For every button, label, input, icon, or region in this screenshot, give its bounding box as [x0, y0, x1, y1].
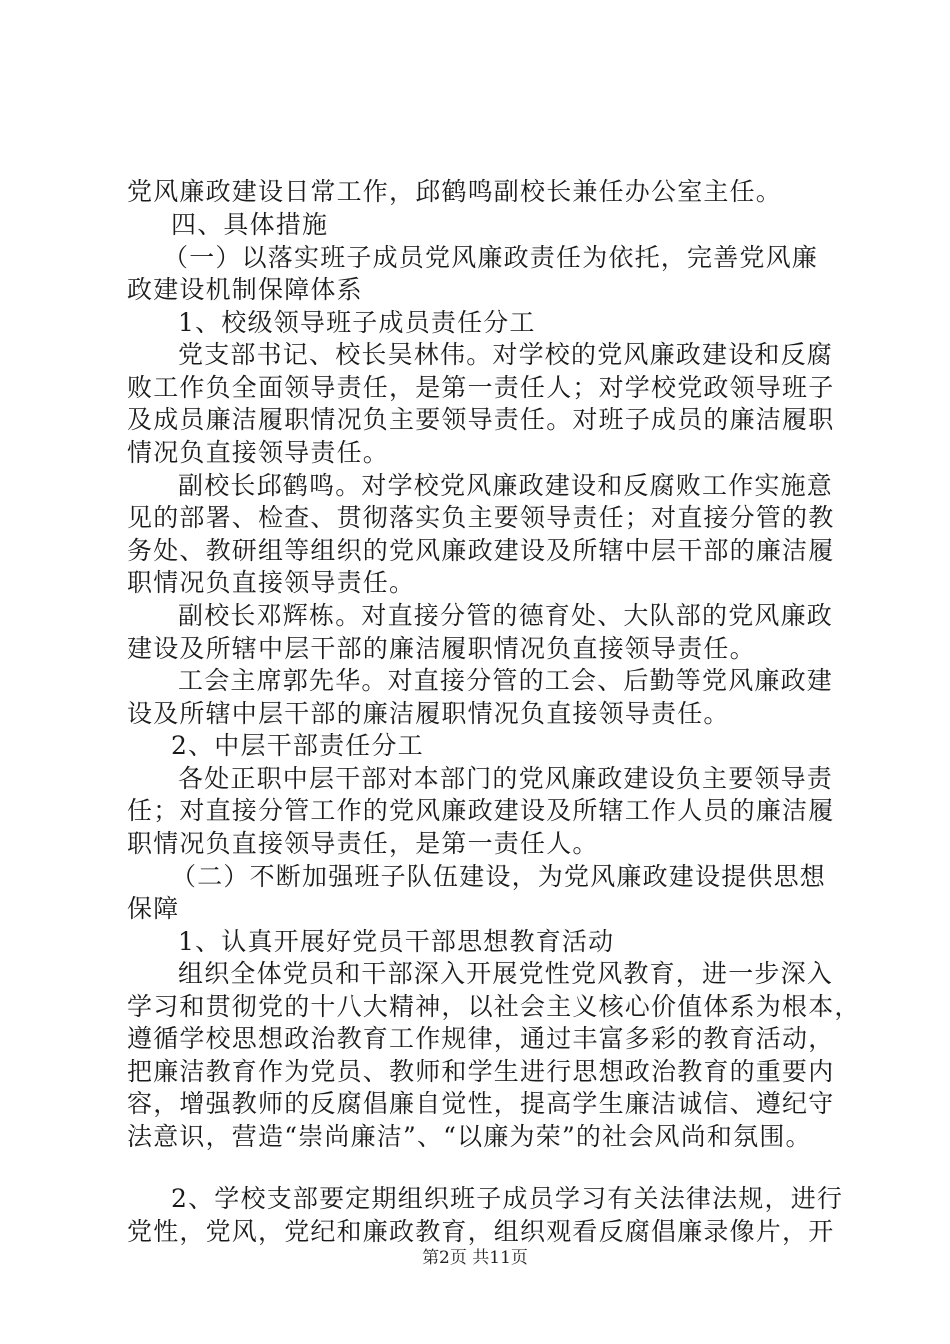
paragraph-line: 务处、教研组等组织的党风廉政建设及所辖中层干部的廉洁履 — [127, 536, 835, 565]
subsection-heading: （一）以落实班子成员党风廉政责任为依托，完善党风廉 — [163, 243, 819, 272]
paragraph-line: 副校长邱鹤鸣。对学校党风廉政建设和反腐败工作实施意 — [178, 471, 834, 500]
page-number-footer: 第2页 共11页 — [422, 1248, 528, 1268]
paragraph-line: 建设及所辖中层干部的廉洁履职情况负直接领导责任。 — [127, 634, 756, 663]
paragraph-line: 副校长邓辉栋。对直接分管的德育处、大队部的党风廉政 — [178, 601, 834, 630]
item-heading: 1、认真开展好党员干部思想教育活动 — [178, 927, 615, 956]
paragraph-line: 遵循学校思想政治教育工作规律，通过丰富多彩的教育活动， — [127, 1024, 835, 1053]
paragraph-line: 各处正职中层干部对本部门的党风廉政建设负主要领导责 — [178, 764, 834, 793]
paragraph-line: 组织全体党员和干部深入开展党性党风教育，进一步深入 — [178, 959, 834, 988]
paragraph-line: 败工作负全面领导责任，是第一责任人；对学校党政领导班子 — [127, 373, 835, 402]
subsection-heading: 政建设机制保障体系 — [127, 275, 363, 304]
paragraph-line: 职情况负直接领导责任。 — [127, 568, 416, 597]
paragraph-line: 法意识，营造“崇尚廉洁”、“以廉为荣”的社会风尚和氛围。 — [127, 1122, 812, 1151]
paragraph-line: 设及所辖中层干部的廉洁履职情况负直接领导责任。 — [127, 699, 730, 728]
paragraph-line: 任；对直接分管工作的党风廉政建设及所辖工作人员的廉洁履 — [127, 796, 835, 825]
paragraph-line: 情况负直接领导责任。 — [127, 438, 390, 467]
paragraph-line: 党支部书记、校长吴林伟。对学校的党风廉政建设和反腐 — [178, 340, 834, 369]
subsection-heading: （二）不断加强班子队伍建设，为党风廉政建设提供思想 — [171, 862, 827, 891]
item-heading: 1、校级领导班子成员责任分工 — [178, 308, 536, 337]
paragraph-line: 职情况负直接领导责任，是第一责任人。 — [127, 829, 599, 858]
subsection-heading: 保障 — [127, 894, 180, 923]
paragraph-line: 2、学校支部要定期组织班子成员学习有关法律法规，进行 — [171, 1184, 844, 1213]
item-heading: 2、中层干部责任分工 — [171, 731, 424, 760]
paragraph-line: 学习和贯彻党的十八大精神，以社会主义核心价值体系为根本， — [127, 992, 861, 1021]
paragraph-line: 工会主席郭先华。对直接分管的工会、后勤等党风廉政建 — [178, 666, 834, 695]
paragraph-line: 党性，党风，党纪和廉政教育，组织观看反腐倡廉录像片，开 — [127, 1217, 835, 1246]
section-heading: 四、具体措施 — [171, 210, 329, 239]
paragraph-line: 及成员廉洁履职情况负主要领导责任。对班子成员的廉洁履职 — [127, 405, 835, 434]
paragraph-line: 见的部署、检查、贯彻落实负主要领导责任；对直接分管的教 — [127, 503, 835, 532]
paragraph-line: 容，增强教师的反腐倡廉自觉性，提高学生廉洁诚信、遵纪守 — [127, 1089, 835, 1118]
paragraph-line: 把廉洁教育作为党员、教师和学生进行思想政治教育的重要内 — [127, 1057, 835, 1086]
paragraph-line: 党风廉政建设日常工作，邱鹤鸣副校长兼任办公室主任。 — [127, 177, 783, 206]
